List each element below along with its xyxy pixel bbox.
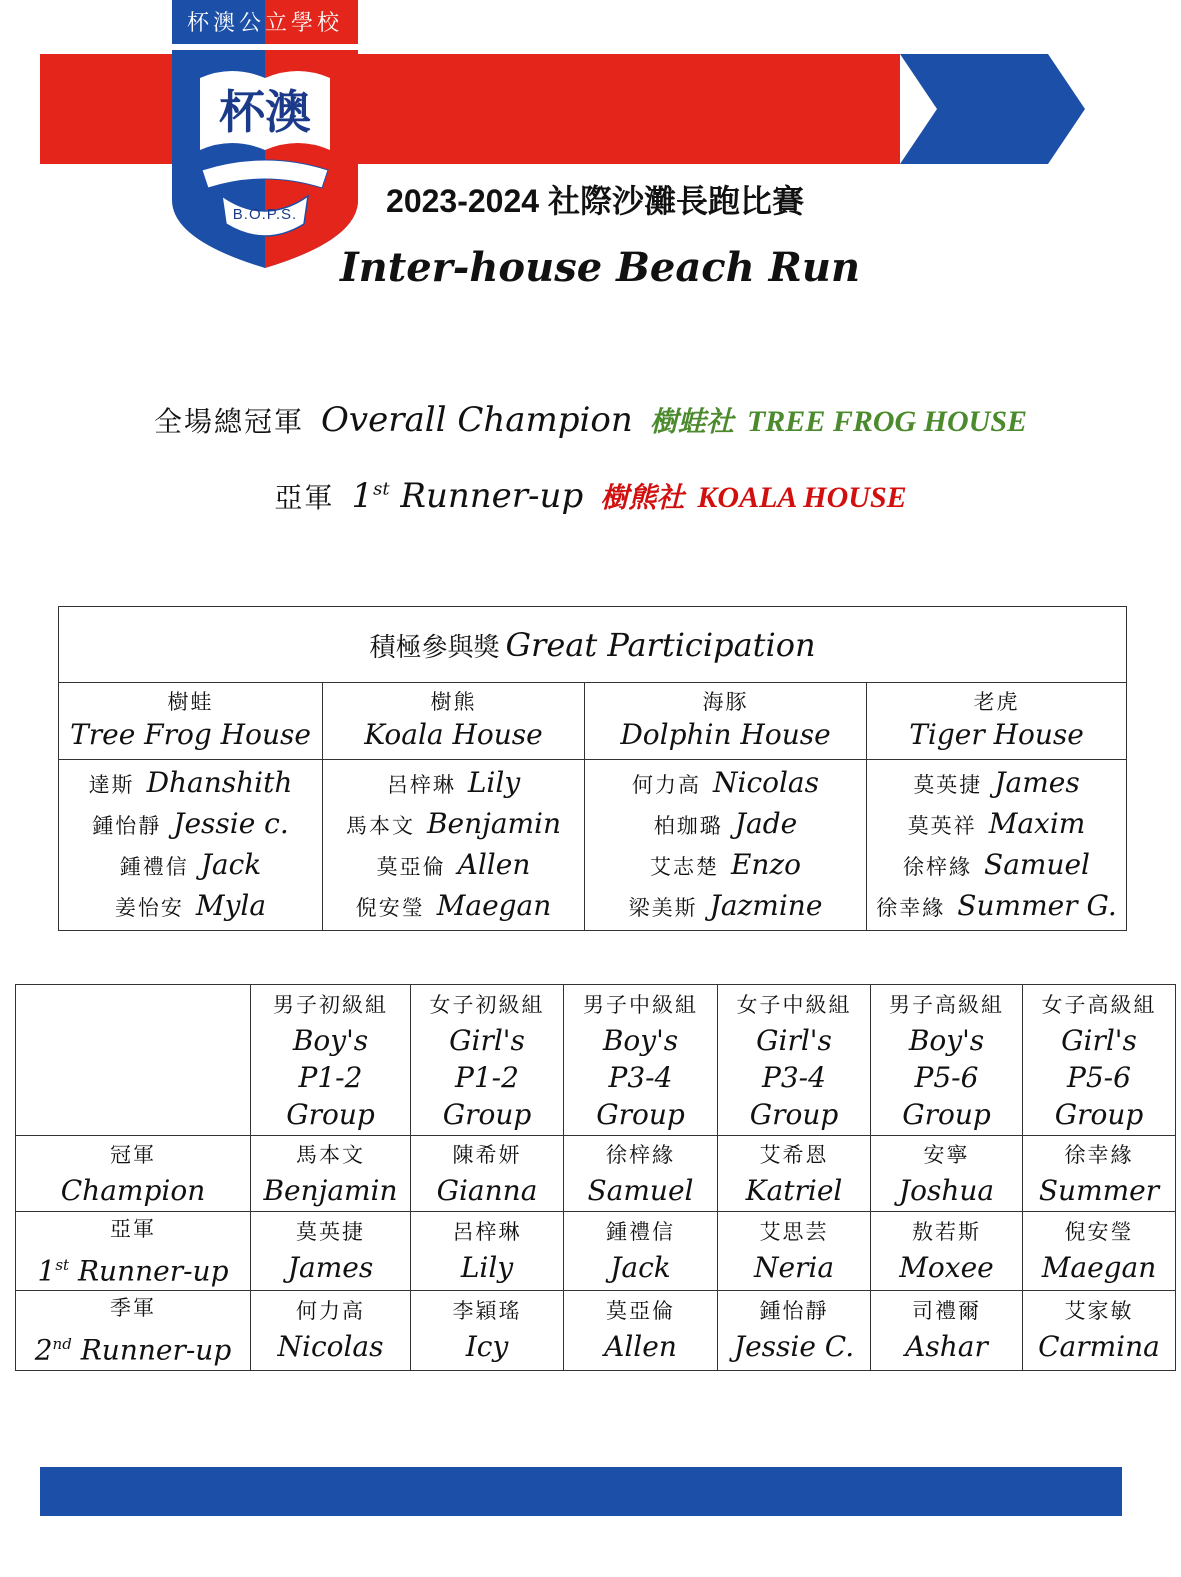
table-cell: 艾家敏 Carmina: [1023, 1291, 1176, 1370]
row-label-first-runner-up: 亞軍 1st Runner-up: [16, 1212, 251, 1291]
runner-up-label-zh: 亞軍: [274, 481, 335, 514]
row-label-champion: 冠軍 Champion: [16, 1136, 251, 1212]
table-cell: 徐梓緣 Samuel: [564, 1136, 718, 1212]
table-cell: 艾思芸 Neria: [718, 1212, 871, 1291]
table-cell: 莫英捷 James: [251, 1212, 411, 1291]
group-header: 男子初級組 Boy's P1-2 Group: [251, 985, 411, 1136]
list-item: 達斯 Dhanshith: [88, 766, 293, 799]
table-cell: 呂梓琳 Lily: [411, 1212, 564, 1291]
table-row: [16, 1291, 1176, 1370]
overall-label-zh: 全場總冠軍: [153, 405, 304, 438]
table-cell: 陳希妍 Gianna: [411, 1136, 564, 1212]
list-item: 馬本文 Benjamin: [345, 807, 562, 840]
empty-corner-cell: [16, 985, 251, 1136]
list-item: 姜怡安 Myla: [114, 889, 267, 922]
list-item: 鍾怡靜 Jessie c.: [92, 807, 289, 840]
tiger-members: [867, 760, 1127, 931]
table-cell: 何力高 Nicolas: [251, 1291, 411, 1370]
table-row: [16, 1212, 1176, 1291]
results-table: [15, 984, 1176, 1371]
list-item: 莫英祥 Maxim: [907, 807, 1086, 840]
runner-up-house-zh: 樹熊社: [600, 481, 685, 514]
table-cell: 馬本文 Benjamin: [251, 1136, 411, 1212]
overall-house-zh: 樹蛙社: [649, 405, 734, 438]
group-header-row: [16, 985, 1176, 1136]
list-item: 徐梓緣 Samuel: [903, 848, 1091, 881]
crest-ribbon-text: B.O.P.S.: [232, 206, 298, 223]
banner-arrow: [880, 54, 1085, 164]
runner-up-label-en: [351, 476, 583, 516]
list-item: 柏珈璐 Jade: [653, 807, 798, 840]
overall-label-en: Overall Champion: [321, 400, 633, 440]
table-cell: 安寧 Joshua: [871, 1136, 1023, 1212]
house-tiger: 老虎 Tiger House: [867, 683, 1127, 760]
crest-name: 杯澳: [219, 85, 311, 139]
table-cell: 敖若斯 Moxee: [871, 1212, 1023, 1291]
table-cell: 倪安瑩 Maegan: [1023, 1212, 1176, 1291]
house-header-row: [59, 683, 1127, 760]
row-label-second-runner-up: 季軍 2nd Runner-up: [16, 1291, 251, 1370]
overall-champion-line: [0, 400, 1181, 440]
participation-title-en: Great Participation: [505, 625, 816, 664]
runner-up-text: Runner-up: [400, 476, 584, 516]
participation-title: [59, 607, 1127, 683]
runner-up-house-en: KOALA HOUSE: [697, 481, 907, 514]
list-item: 莫亞倫 Allen: [376, 848, 531, 881]
table-cell: 莫亞倫 Allen: [564, 1291, 718, 1370]
table-cell: 司禮爾 Ashar: [871, 1291, 1023, 1370]
table-cell: 艾希恩 Katriel: [718, 1136, 871, 1212]
footer-bar: [40, 1467, 1122, 1516]
list-item: 何力高 Nicolas: [631, 766, 819, 799]
group-header: 女子中級組 Girl's P3-4 Group: [718, 985, 871, 1136]
overall-house-en: TREE FROG HOUSE: [746, 405, 1028, 438]
crest-school-name: 杯澳公立學校: [186, 11, 343, 36]
runner-up-line: [0, 476, 1181, 516]
participation-title-zh: 積極參與獎: [369, 632, 500, 663]
table-cell: 鍾怡靜 Jessie C.: [718, 1291, 871, 1370]
participation-names-row: [59, 760, 1127, 931]
tree-frog-members: [59, 760, 323, 931]
list-item: 艾志楚 Enzo: [649, 848, 802, 881]
list-item: 梁美斯 Jazmine: [628, 889, 823, 922]
participation-table: [58, 606, 1127, 931]
house-dolphin: 海豚 Dolphin House: [585, 683, 867, 760]
page-title-en: Inter-house Beach Run: [339, 244, 861, 291]
list-item: 倪安瑩 Maegan: [355, 889, 552, 922]
house-koala: 樹熊 Koala House: [323, 683, 585, 760]
group-header: 男子中級組 Boy's P3-4 Group: [564, 985, 718, 1136]
group-header: 男子高級組 Boy's P5-6 Group: [871, 985, 1023, 1136]
group-header: 女子初級組 Girl's P1-2 Group: [411, 985, 564, 1136]
list-item: 徐幸緣 Summer G.: [876, 889, 1117, 922]
dolphin-members: [585, 760, 867, 931]
runner-up-num: 1: [351, 476, 374, 516]
group-header: 女子高級組 Girl's P5-6 Group: [1023, 985, 1176, 1136]
list-item: 呂梓琳 Lily: [386, 766, 521, 799]
table-cell: 鍾禮信 Jack: [564, 1212, 718, 1291]
runner-up-sup: st: [373, 478, 390, 500]
koala-members: [323, 760, 585, 931]
list-item: 莫英捷 James: [913, 766, 1080, 799]
table-cell: 李穎瑤 Icy: [411, 1291, 564, 1370]
table-row: [16, 1136, 1176, 1212]
house-tree-frog: 樹蛙 Tree Frog House: [59, 683, 323, 760]
table-cell: 徐幸緣 Summer: [1023, 1136, 1176, 1212]
list-item: 鍾禮信 Jack: [119, 848, 262, 881]
page-title-zh: 2023-2024 社際沙灘長跑比賽: [386, 183, 804, 219]
